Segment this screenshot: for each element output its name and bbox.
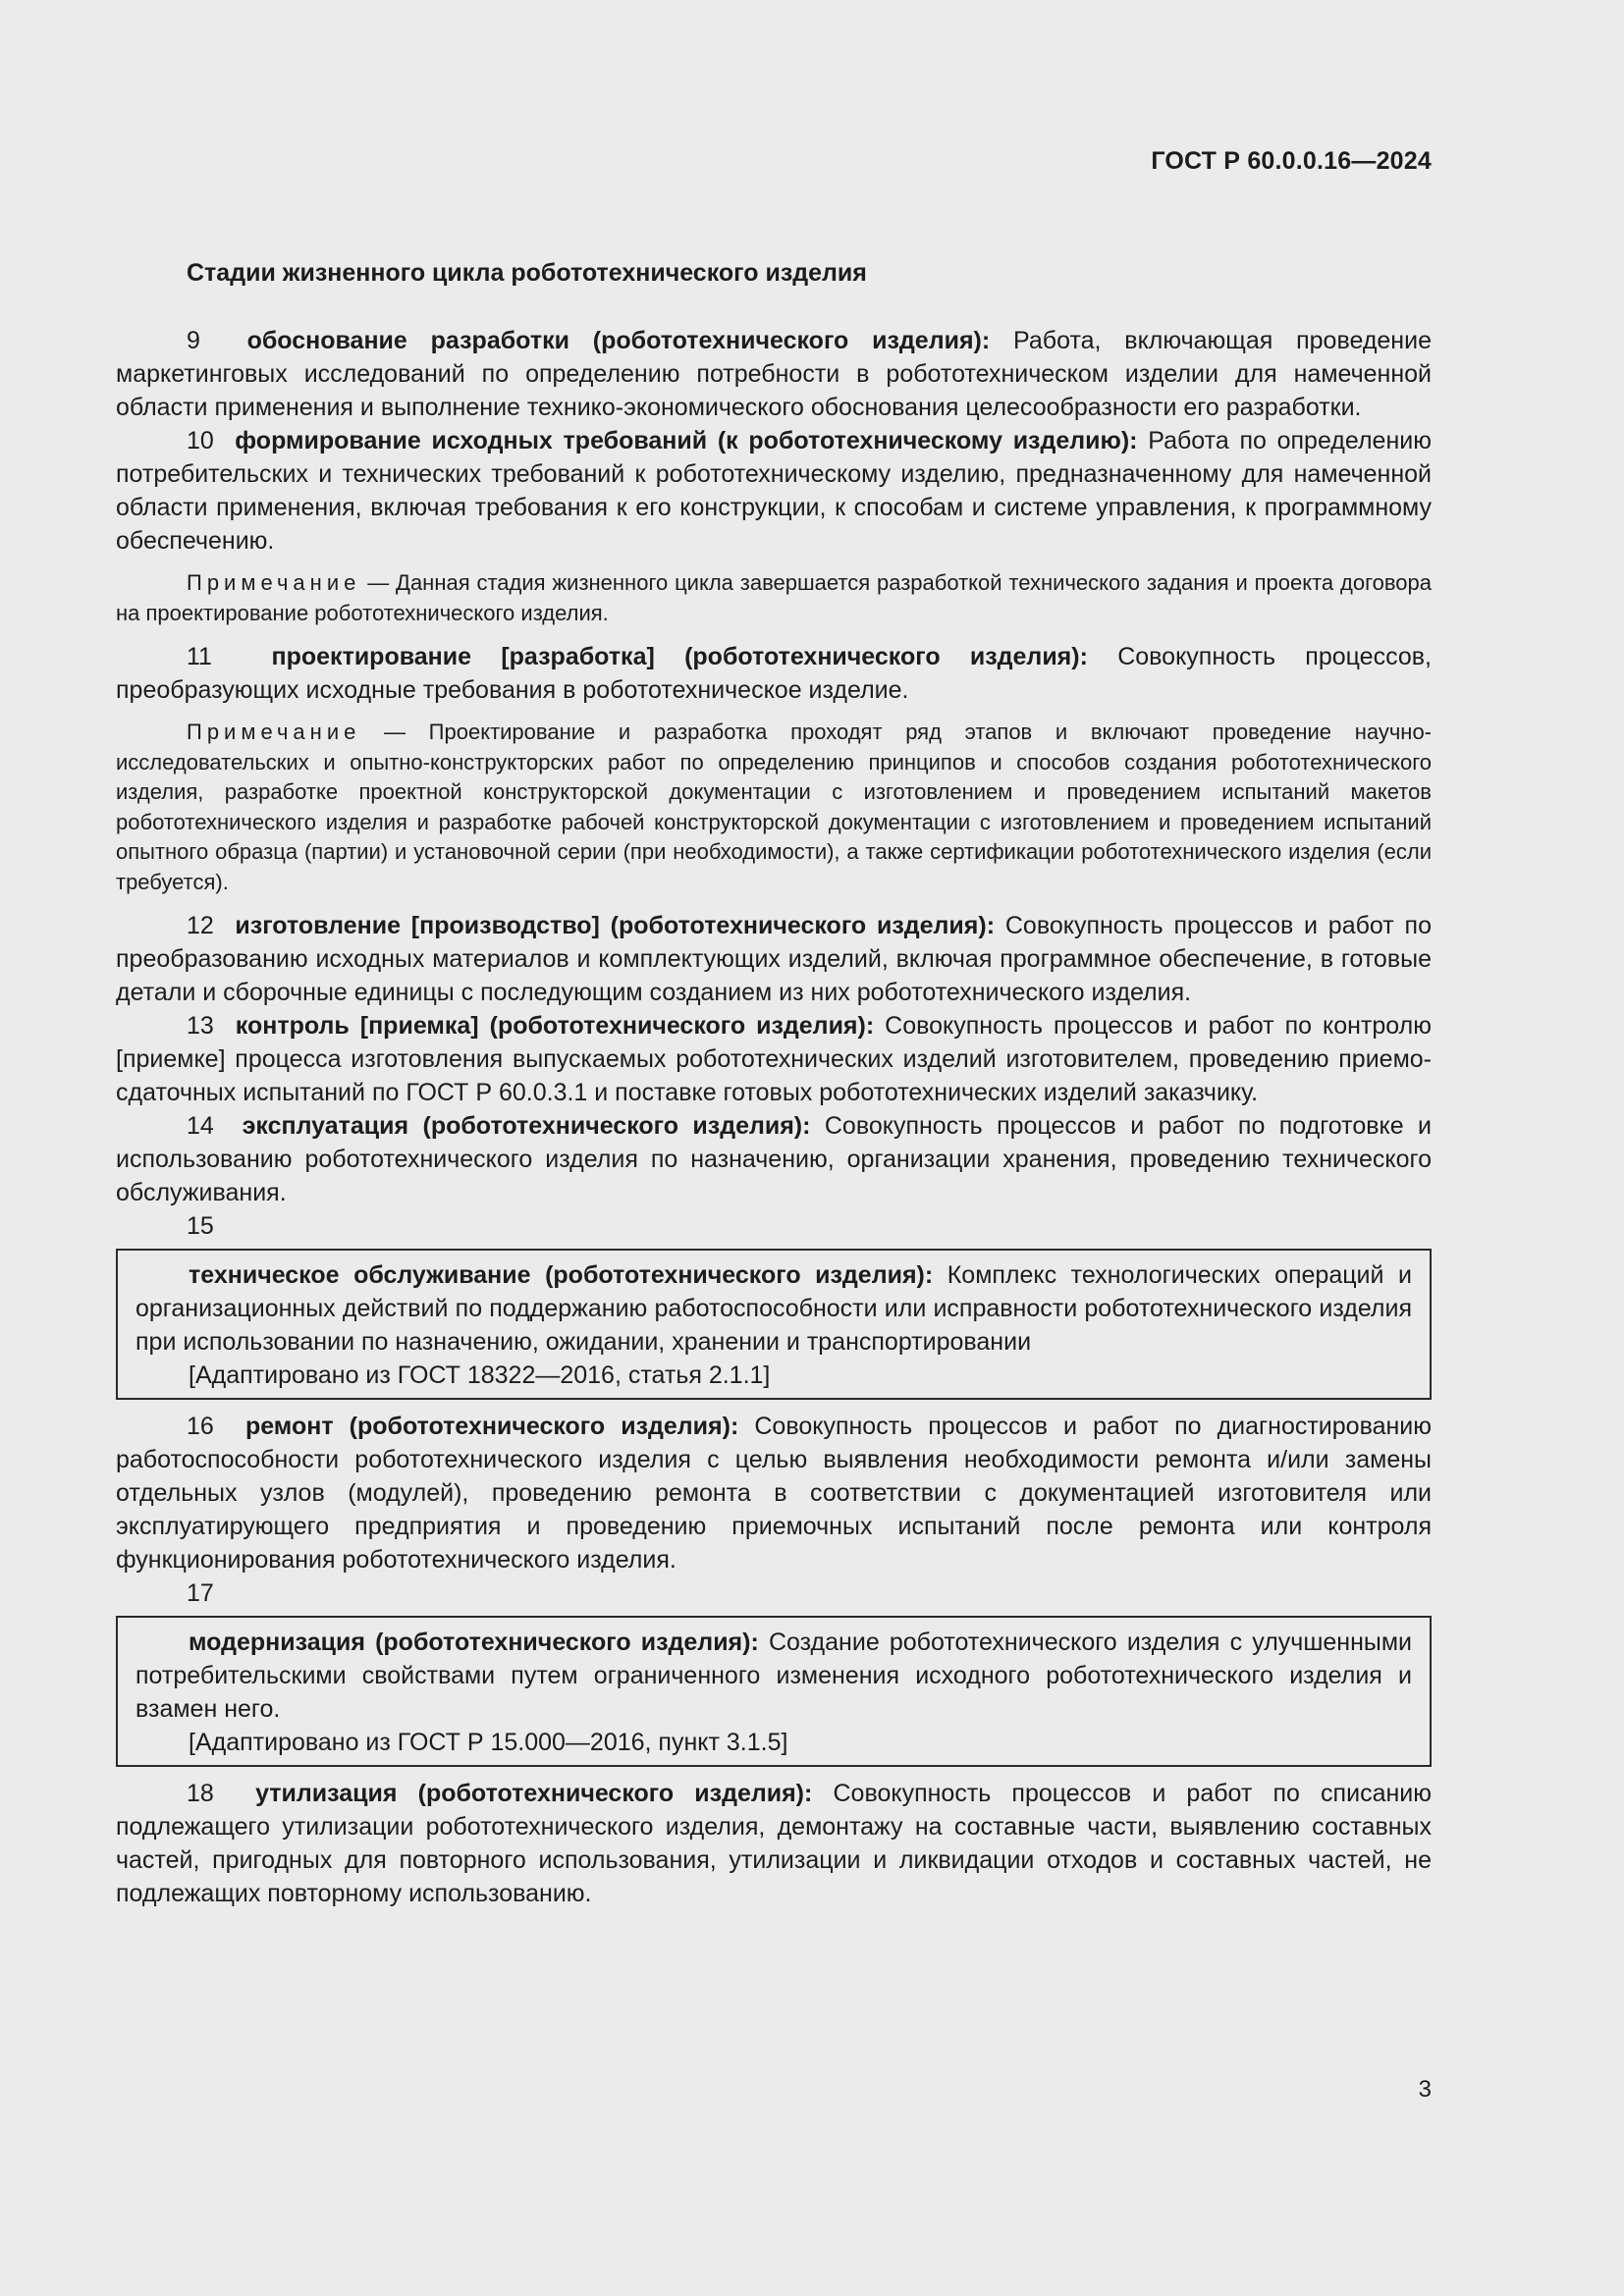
term-number: 10 bbox=[187, 427, 214, 454]
document-page bbox=[116, 0, 1432, 2296]
term-name: формирование исходных требований (к робототехническому изделию): bbox=[235, 427, 1138, 454]
term-entry-16 bbox=[116, 1410, 1432, 1576]
term-definition: Совокупность процессов и работ по подготовке и использованию робототехнического изделия по назначению, организации хранения, проведению технического обслуживания. bbox=[116, 1112, 1432, 1206]
note-text: — Проектирование и разработка проходят ряд этапов и включают проведение научно-исследовательских и опытно-конструкторских работ по определению принципов и способов создания робототехнического изделия, разработке проектной конструкторской документации с изготовлением и проведением испытаний макетов робототехнического изделия и разработке рабочей конструкторской документации с изготовлением и проведением испытаний опытного образца (партии) и установочной серии (при необходимости), а также сертификации робототехнического изделия (если требуется). bbox=[116, 720, 1432, 894]
term-name: эксплуатация (робототехнического изделия): bbox=[242, 1112, 811, 1140]
term-box-17 bbox=[116, 1616, 1432, 1767]
term-name: утилизация (робототехнического изделия): bbox=[255, 1780, 813, 1807]
term-name: ремонт (робототехнического изделия): bbox=[244, 1413, 739, 1440]
term-number: 11 bbox=[187, 643, 212, 670]
section-title: Стадии жизненного цикла робототехнического изделия bbox=[187, 259, 867, 287]
term-definition: Создание робототехнического изделия с улучшенными потребительскими свойствами путем ограниченного изменения исходного робототехнического изделия и взамен него. bbox=[135, 1629, 1413, 1723]
term-definition: Совокупность процессов и работ по диагностированию работоспособности робототехнического изделия с целью выявления необходимости ремонта и/или замены отдельных узлов (модулей), проведению ремонта в соответствии с документацией изготовителя или эксплуатирующего предприятия и проведению приемочных испытаний после ремонта или контроля функционирования робототехнического изделия. bbox=[116, 1413, 1433, 1574]
note-text: — Данная стадия жизненного цикла завершается разработкой технического задания и проекта договора на проектирование робототехнического изделия. bbox=[116, 570, 1432, 625]
term-name: проектирование [разработка] (робототехнического изделия): bbox=[271, 643, 1088, 670]
note-label: Примечание bbox=[187, 720, 361, 744]
terms-content bbox=[116, 324, 1432, 1910]
term-entry-9 bbox=[116, 324, 1432, 424]
term-entry-15 bbox=[135, 1258, 1412, 1359]
term-name: обоснование разработки (робототехнического изделия): bbox=[246, 327, 991, 354]
term-number-15: 15 bbox=[187, 1212, 214, 1240]
term-definition: Совокупность процессов, преобразующих исходные требования в робототехническое изделие. bbox=[116, 643, 1432, 704]
term-definition: Совокупность процессов и работ по контролю [приемке] процесса изготовления выпускаемых робототехнических изделий изготовителем, проведению приемо-сдаточных испытаний по ГОСТ Р 60.0.3.1 и поставке готовых робототехнических изделий заказчику. bbox=[116, 1012, 1432, 1106]
term-number: 12 bbox=[187, 912, 214, 939]
term-name: техническое обслуживание (робототехнического изделия): bbox=[189, 1261, 934, 1289]
term-entry-14 bbox=[116, 1109, 1432, 1209]
term-box-15 bbox=[116, 1249, 1432, 1400]
term-entry-12 bbox=[116, 909, 1432, 1009]
page-number: 3 bbox=[1418, 2076, 1432, 2103]
term-definition: Работа по определению потребительских и технических требований к робототехническому изделию, предназначенному для намеченной области применения, включая требования к его конструкции, к способам и системе управления, к программному обеспечению. bbox=[116, 427, 1432, 555]
term-entry-18 bbox=[116, 1777, 1432, 1910]
term-number: 9 bbox=[187, 327, 200, 354]
term-definition: Работа, включающая проведение маркетинговых исследований по определению потребности в робототехническом изделии для намеченной области применения и выполнение технико-экономического обоснования целесообразности его разработки. bbox=[116, 327, 1432, 421]
term-name: контроль [приемка] (робототехнического изделия): bbox=[235, 1012, 875, 1040]
term-entry-10 bbox=[116, 424, 1432, 558]
term-number-17: 17 bbox=[187, 1579, 214, 1607]
note-11 bbox=[116, 718, 1432, 897]
term-number: 14 bbox=[187, 1112, 214, 1140]
term-definition: Комплекс технологических операций и организационных действий по поддержанию работоспособности или исправности робототехнического изделия при использовании по назначению, ожидании, хранении и транспортировании bbox=[135, 1261, 1412, 1356]
document-code: ГОСТ Р 60.0.0.16—2024 bbox=[1151, 147, 1432, 175]
term-name: изготовление [производство] (робототехнического изделия): bbox=[235, 912, 996, 939]
note-label: Примечание bbox=[187, 570, 361, 595]
term-name: модернизация (робототехнического изделия): bbox=[189, 1629, 759, 1656]
term-definition: Совокупность процессов и работ по преобразованию исходных материалов и комплектующих изделий, включая программное обеспечение, в готовые детали и сборочные единицы с последующим созданием из них робототехнического изделия. bbox=[116, 912, 1432, 1006]
term-entry-11 bbox=[116, 640, 1432, 707]
term-number: 16 bbox=[187, 1413, 214, 1440]
term-entry-17 bbox=[135, 1626, 1412, 1726]
term-source: [Адаптировано из ГОСТ 18322—2016, статья 2.1.1] bbox=[189, 1362, 771, 1389]
term-source: [Адаптировано из ГОСТ Р 15.000—2016, пункт 3.1.5] bbox=[189, 1729, 788, 1756]
term-number: 18 bbox=[187, 1780, 214, 1807]
term-number: 13 bbox=[187, 1012, 214, 1040]
note-10 bbox=[116, 568, 1432, 628]
term-definition: Совокупность процессов и работ по списанию подлежащего утилизации робототехнического изделия, демонтажу на составные части, выявлению составных частей, пригодных для повторного использования, утилизации и ликвидации отходов и составных частей, не подлежащих повторному использованию. bbox=[116, 1780, 1432, 1907]
term-entry-13 bbox=[116, 1009, 1432, 1109]
